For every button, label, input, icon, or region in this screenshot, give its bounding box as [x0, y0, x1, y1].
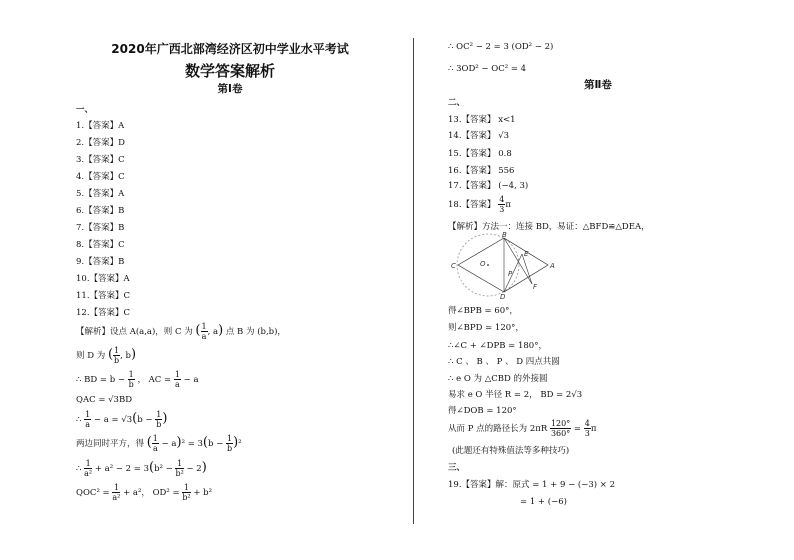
analysis-12-line-8: QOC² = $\frac{1}{\text{a²}}$ + a²， OD² = $\frac{1}{\text{b²}}$ + b²	[76, 483, 213, 502]
fraction: $\frac{1}{\text{b²}}$	[175, 459, 184, 478]
fraction: $\frac{1}{\text{a²}}$	[112, 483, 121, 502]
answer-item: 12.【答案】C	[76, 308, 131, 318]
analysis-18-step-4: ∴ C 、 B 、 P 、 D 四点共圆	[448, 357, 560, 367]
label-d: D	[500, 293, 506, 300]
analysis-18-step-2: 则∠BPD = 120°，	[448, 323, 524, 333]
answer-item: 9.【答案】B	[76, 257, 125, 267]
column-divider	[413, 38, 414, 524]
answer-item: 5.【答案】A	[76, 189, 125, 199]
answer-item: 4.【答案】C	[76, 172, 125, 182]
answer-13: 13.【答案】 x<1	[448, 115, 516, 125]
part-two-heading: 二、	[448, 98, 466, 108]
fraction: $\frac{4}{3}$	[584, 419, 590, 438]
analysis-18-step-1: 得∠BPB = 60°，	[448, 306, 518, 316]
fraction: $\frac{120^\circ}{360^\circ}$	[550, 419, 571, 438]
answer-19-line-2: = 1 + (−6)	[520, 497, 567, 507]
fraction: $\frac{1}{a}$	[174, 370, 180, 389]
exam-title: 2020年广西北部湾经济区初中学业水平考试	[111, 42, 349, 56]
fraction: $\frac{1}{b}$	[128, 370, 134, 389]
analysis-12-line-5: ∴ $\frac{1}{a}$ − a = √3(b − $\frac{1}{b}$ )	[76, 410, 168, 429]
analysis-12-line-2: 则 D 为 ( $\frac{1}{b}$ , b)	[76, 346, 137, 365]
analysis-18-intro: 【解析】方法一：连接 BD，易证：△BFD≌△DEA，	[448, 222, 650, 232]
label-a: A	[550, 262, 555, 270]
answer-item: 10.【答案】A	[76, 274, 130, 284]
answer-item: 8.【答案】C	[76, 240, 125, 250]
fraction: $\frac{1}{b}$	[226, 434, 233, 453]
analysis-12-line-6: 两边同时平方，得 ( $\frac{1}{a}$ − a)² = 3(b − $\frac{1}{b}$ )²	[76, 434, 242, 453]
fraction: $\frac{4}{3}$	[499, 195, 505, 214]
analysis-18-step-6: 易求 e O 半径 R = 2， BD = 2√3	[448, 390, 583, 400]
fraction: $\frac{1}{b}$	[114, 346, 120, 365]
fraction: $\frac{1}{a}$	[152, 434, 158, 453]
text: 【解析】设点 A(a,a)，则 C 为	[76, 327, 193, 337]
analysis-18-step-5: ∴ e O 为 △CBD 的外接圆	[448, 374, 548, 384]
answer-18: 18.【答案】 $\frac{4}{3}$ π	[448, 195, 511, 214]
answer-item: 7.【答案】B	[76, 223, 125, 233]
fraction: $\frac{1}{a}$	[201, 322, 207, 341]
answer-item: 6.【答案】B	[76, 206, 125, 216]
answer-19-line-1: 19.【答案】解：原式 = 1 + 9 − (−3) × 2	[448, 480, 616, 490]
label-o: O	[480, 260, 486, 268]
analysis-12-cont-line-1: ∴ OC² − 2 = 3 (OD² − 2)	[448, 42, 554, 52]
fraction: $\frac{1}{b}$	[156, 410, 162, 429]
analysis-18-step-7: 得∠DOB = 120°	[448, 406, 517, 416]
analysis-12-line-3: ∴ BD = b − $\frac{1}{b}$ ， AC = $\frac{1}{a}$ − a	[76, 370, 199, 389]
doc-subtitle: 数学答案解析	[184, 62, 275, 80]
answer-item: 3.【答案】C	[76, 155, 125, 165]
part-three-heading: 三、	[448, 463, 466, 473]
label-f: F	[533, 283, 538, 291]
answer-17: 17.【答案】 (−4, 3)	[448, 181, 529, 191]
volume-one-heading: 第Ⅰ卷	[217, 83, 243, 95]
answer-item: 1.【答案】A	[76, 121, 125, 131]
analysis-12-line-4: QAC = √3BD	[76, 395, 133, 405]
fraction: $\frac{1}{\text{a²}}$	[84, 459, 93, 478]
answer-16: 16.【答案】 556	[448, 166, 515, 176]
analysis-12-line-7: ∴ $\frac{1}{\text{a²}}$ + a² − 2 = 3(b² − $\frac{1}{\text{b²}}$ − 2)	[76, 459, 207, 478]
volume-two-heading: 第Ⅱ卷	[584, 79, 612, 91]
label-p: P	[508, 270, 513, 278]
answer-item: 2.【答案】D	[76, 138, 125, 148]
analysis-18-step-8: 从而 P 点的路径长为 2πR $\frac{120^\circ}{360^\circ}$ = $\frac{4}{3}$ π	[448, 419, 597, 438]
answer-14: 14.【答案】 √3	[448, 131, 510, 141]
geometry-figure	[448, 232, 568, 300]
part-one-heading: 一、	[76, 105, 94, 115]
analysis-18-note: (此题还有特殊值法等多种技巧)	[452, 446, 570, 456]
analysis-12-line-1: 【解析】设点 A(a,a)，则 C 为 ( $\frac{1}{a}$ , a) 点 B 为 (b,b)，	[76, 322, 286, 341]
answer-15: 15.【答案】 0.8	[448, 149, 512, 159]
fraction: $\frac{1}{a}$	[85, 410, 91, 429]
answer-item: 11.【答案】C	[76, 291, 131, 301]
label-b: B	[502, 232, 507, 239]
analysis-18-step-3: ∴∠C + ∠DPB = 180°，	[448, 341, 547, 351]
label-c: C	[451, 262, 456, 270]
label-e: E	[524, 250, 529, 258]
fraction: $\frac{1}{\text{b²}}$	[182, 483, 191, 502]
analysis-12-cont-line-2: ∴ 3OD² − OC² = 4	[448, 64, 527, 74]
